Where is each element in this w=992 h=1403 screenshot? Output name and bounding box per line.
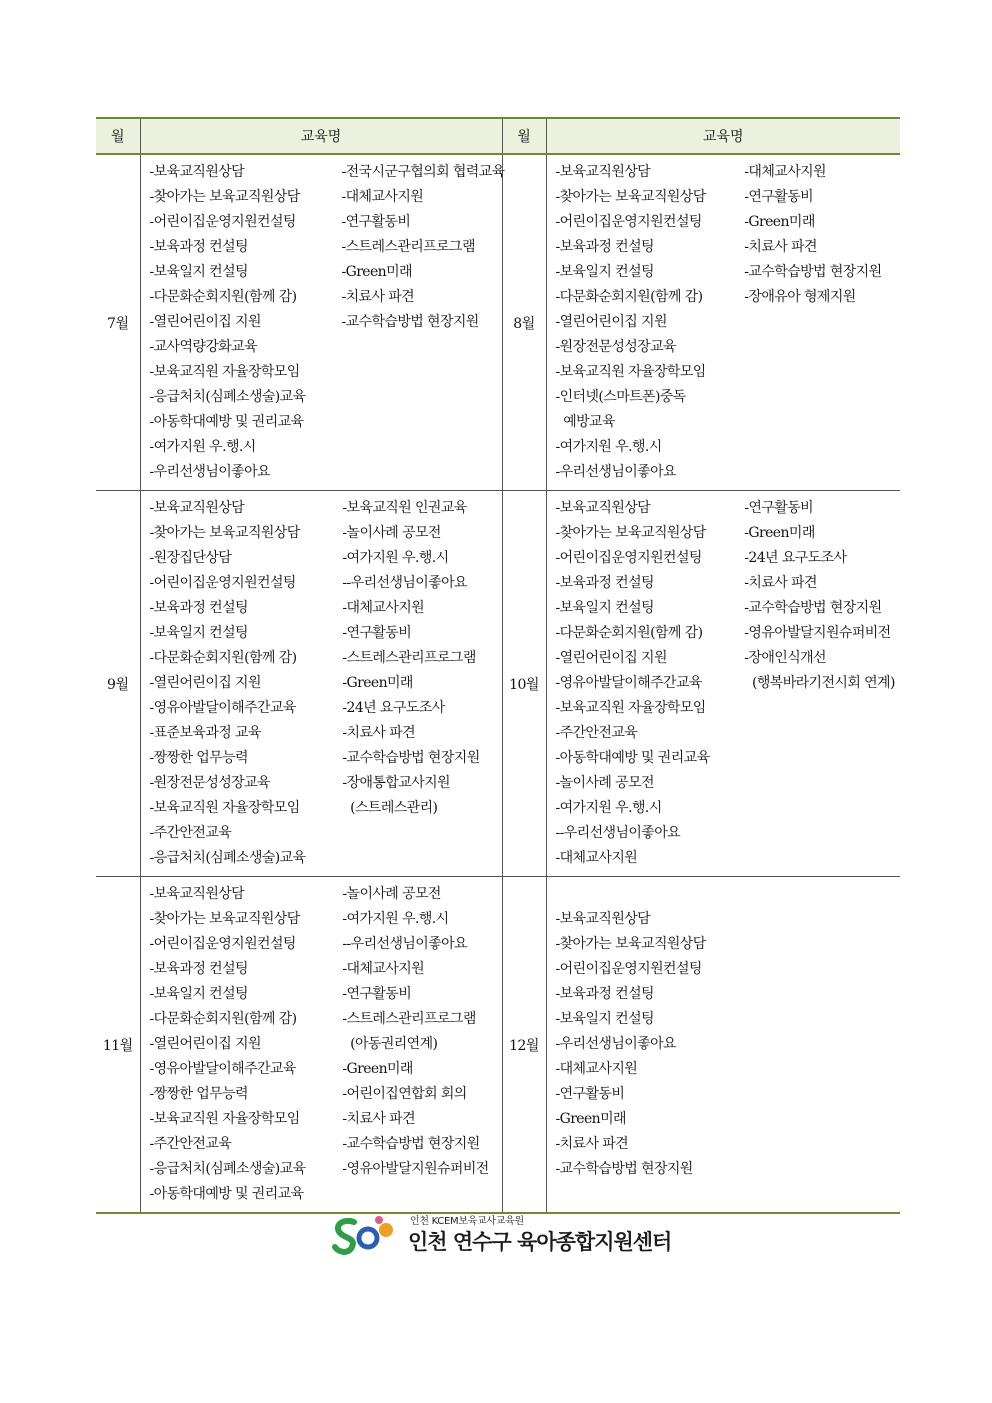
list-item: -어린이집운영지원컨설팅: [555, 214, 702, 230]
list-item: -교수학습방법 현장지원: [342, 1136, 480, 1152]
list-item: -보육과정 컨설팅: [555, 986, 654, 1002]
list-item: -보육교직원 자율장학모임: [555, 364, 706, 380]
list-item: -보육교직원상담: [555, 500, 651, 516]
list-item: -보육교직원 자율장학모임: [149, 1111, 300, 1127]
list-item: -보육교직원 자율장학모임: [149, 800, 300, 816]
logo-subtitle: 인천 KCEM보육교사교육원: [410, 1216, 524, 1227]
header-month-2: 월: [502, 118, 546, 154]
list-item: -찾아가는 보육교직원상담: [149, 911, 300, 927]
list-item: -어린이집운영지원컨설팅: [149, 936, 296, 952]
education-items: [141, 155, 505, 490]
list-item: -보육교직원 자율장학모임: [149, 364, 300, 380]
list-item: -스트레스관리프로그램: [342, 650, 476, 666]
list-item: -Green미래: [555, 1111, 626, 1127]
list-item: -연구활동비: [341, 214, 411, 230]
education-list: [342, 882, 501, 1207]
list-item: -대체교사지원: [744, 164, 826, 180]
list-item: -우리선생님이좋아요: [555, 1036, 676, 1052]
education-schedule-table: [96, 117, 900, 1214]
list-item: -찾아가는 보육교직원상담: [555, 525, 706, 541]
list-item: -어린이집운영지원컨설팅: [149, 575, 296, 591]
list-item: -보육일지 컨설팅: [555, 1011, 654, 1027]
list-item: -주간안전교육: [555, 725, 638, 741]
list-item: -보육교직원상담: [555, 164, 651, 180]
list-item: -찾아가는 보육교직원상담: [149, 525, 300, 541]
list-item: -장애통합교사지원: [342, 775, 450, 791]
list-item: -여가지원 우.행.시: [342, 911, 449, 927]
list-item: 예방교육: [555, 414, 615, 430]
logo-title: 인천 연수구 육아종합지원센터: [408, 1230, 672, 1254]
list-item: -24년 요구도조사: [342, 700, 445, 716]
education-items: [547, 155, 901, 490]
list-item: -어린이집운영지원컨설팅: [149, 214, 296, 230]
list-item: -응급처치(심폐소생술)교육: [149, 850, 306, 866]
list-item: -찾아가는 보육교직원상담: [149, 189, 300, 205]
list-item: -열린어린이집 지원: [555, 650, 667, 666]
list-item: -찾아가는 보육교직원상담: [555, 936, 706, 952]
list-item: -다문화순회지원(함께 감): [149, 289, 297, 305]
month-cell: 11월: [96, 877, 140, 1214]
list-item: -장애유아 형제지원: [744, 289, 856, 305]
list-item: -대체교사지원: [342, 961, 425, 977]
list-item: -Green미래: [744, 214, 815, 230]
list-item: -대체교사지원: [341, 189, 424, 205]
list-item: -원장집단상담: [149, 550, 232, 566]
list-item: -보육과정 컨설팅: [149, 600, 248, 616]
list-item: -Green미래: [744, 525, 815, 541]
list-item: -보육교직원 자율장학모임: [555, 700, 706, 716]
education-cell: [546, 491, 900, 877]
center-logo: [332, 1212, 672, 1262]
list-item: -아동학대예방 및 권리교육: [149, 414, 304, 430]
list-item: -원장전문성성장교육: [149, 775, 270, 791]
list-item: -영유아발달이해주간교육: [149, 700, 296, 716]
list-item: -다문화순회지원(함께 감): [555, 289, 703, 305]
logo-mark-icon: [332, 1214, 396, 1258]
list-item: -짱짱한 업무능력: [149, 750, 248, 766]
education-cell: [140, 154, 505, 491]
list-item: -어린이집운영지원컨설팅: [555, 961, 702, 977]
list-item: -보육과정 컨설팅: [149, 239, 248, 255]
list-item: -어린이집운영지원컨설팅: [555, 550, 702, 566]
list-item: -원장전문성성장교육: [555, 339, 676, 355]
list-item: -보육일지 컨설팅: [555, 600, 654, 616]
schedule-row: [96, 154, 900, 491]
list-item: -치료사 파견: [342, 725, 416, 741]
list-item: --우리선생님이좋아요: [342, 936, 467, 952]
list-item: -우리선생님이좋아요: [149, 464, 270, 480]
header-month: 월: [96, 118, 140, 154]
list-item: -보육교직원상담: [149, 500, 245, 516]
education-cell: [140, 877, 502, 1214]
list-item: -우리선생님이좋아요: [555, 464, 676, 480]
list-item: -연구활동비: [744, 500, 814, 516]
list-item: -24년 요구도조사: [744, 550, 847, 566]
education-list: [341, 160, 505, 485]
list-item: -보육교직원상담: [149, 886, 245, 902]
list-item: -영유아발달지원슈퍼비전: [744, 625, 891, 641]
list-item: -열린어린이집 지원: [555, 314, 667, 330]
list-item: -보육과정 컨설팅: [149, 961, 248, 977]
list-item: -보육교직원 인권교육: [342, 500, 467, 516]
list-item: -주간안전교육: [149, 825, 232, 841]
list-item: -아동학대예방 및 권리교육: [149, 1186, 304, 1202]
list-item: -교수학습방법 현장지원: [342, 750, 480, 766]
list-item: -놀이사례 공모전: [555, 775, 654, 791]
list-item: -장애인식개선: [744, 650, 826, 666]
education-cell: [546, 154, 900, 491]
list-item: -인터넷(스마트폰)중독: [555, 389, 686, 405]
list-item: -놀이사례 공모전: [342, 886, 441, 902]
list-item: -열린어린이집 지원: [149, 1036, 261, 1052]
education-list: [342, 496, 501, 871]
list-item: -아동학대예방 및 권리교육: [555, 750, 710, 766]
education-list: [150, 882, 343, 1207]
education-list: [744, 496, 900, 871]
list-item: -보육일지 컨설팅: [149, 986, 248, 1002]
list-item: -스트레스관리프로그램: [342, 1011, 476, 1027]
list-item: (아동권리연계): [342, 1036, 438, 1052]
table-header-row: [96, 118, 900, 154]
list-item: -보육과정 컨설팅: [555, 575, 654, 591]
list-item: -치료사 파견: [341, 289, 415, 305]
list-item: -보육일지 컨설팅: [149, 625, 248, 641]
list-item: -보육일지 컨설팅: [149, 264, 248, 280]
list-item: -응급처치(심폐소생술)교육: [149, 389, 306, 405]
education-list: [556, 496, 745, 871]
list-item: (스트레스관리): [342, 800, 438, 816]
list-item: -교수학습방법 현장지원: [744, 264, 882, 280]
education-list: [150, 160, 342, 485]
month-cell: 7월: [96, 154, 140, 491]
list-item: -연구활동비: [342, 986, 412, 1002]
list-item: -짱짱한 업무능력: [149, 1086, 248, 1102]
month-cell: 12월: [502, 877, 546, 1214]
education-items: [141, 877, 502, 1212]
list-item: -주간안전교육: [149, 1136, 232, 1152]
list-item: --우리선생님이좋아요: [555, 825, 681, 841]
month-cell: 9월: [96, 491, 140, 877]
education-list: [744, 160, 900, 485]
education-cell: [546, 877, 900, 1214]
list-item: -연구활동비: [555, 1086, 625, 1102]
schedule-row: [96, 491, 900, 877]
list-item: -치료사 파견: [555, 1136, 629, 1152]
list-item: -보육교직원상담: [149, 164, 245, 180]
education-list: [556, 907, 896, 1182]
list-item: -교수학습방법 현장지원: [555, 1161, 693, 1177]
list-item: -다문화순회지원(함께 감): [555, 625, 703, 641]
list-item: -대체교사지원: [555, 850, 638, 866]
list-item: -연구활동비: [342, 625, 412, 641]
list-item: -다문화순회지원(함께 감): [149, 650, 297, 666]
list-item: -교사역량강화교육: [149, 339, 258, 355]
education-items: [547, 902, 901, 1187]
list-item: -Green미래: [341, 264, 412, 280]
list-item: -스트레스관리프로그램: [341, 239, 475, 255]
month-cell: 10월: [502, 491, 546, 877]
list-item: -Green미래: [342, 675, 413, 691]
list-item: -찾아가는 보육교직원상담: [555, 189, 706, 205]
list-item: (행복바라기전시회 연계): [744, 675, 895, 691]
list-item: -Green미래: [342, 1061, 413, 1077]
list-item: -놀이사례 공모전: [342, 525, 441, 541]
list-item: -여가지원 우.행.시: [555, 439, 662, 455]
month-cell: 8월: [502, 154, 546, 491]
list-item: -열린어린이집 지원: [149, 314, 261, 330]
list-item: -치료사 파견: [744, 575, 817, 591]
list-item: -응급처치(심폐소생술)교육: [149, 1161, 306, 1177]
list-item: -보육교직원상담: [555, 911, 651, 927]
list-item: -치료사 파견: [744, 239, 817, 255]
education-list: [150, 496, 343, 871]
header-edu-2: 교육명: [546, 118, 900, 154]
list-item: -표준보육과정 교육: [149, 725, 261, 741]
list-item: -대체교사지원: [342, 600, 425, 616]
education-items: [547, 491, 901, 876]
list-item: -다문화순회지원(함께 감): [149, 1011, 297, 1027]
list-item: -교수학습방법 현장지원: [744, 600, 882, 616]
list-item: -열린어린이집 지원: [149, 675, 261, 691]
list-item: -보육일지 컨설팅: [555, 264, 654, 280]
list-item: -전국시군구협의회 협력교육: [341, 164, 505, 180]
list-item: -영유아발달이해주간교육: [149, 1061, 296, 1077]
list-item: -연구활동비: [744, 189, 814, 205]
list-item: -어린이집연합회 회의: [342, 1086, 467, 1102]
list-item: -교수학습방법 현장지원: [341, 314, 479, 330]
list-item: --우리선생님이좋아요: [342, 575, 467, 591]
list-item: -여가지원 우.행.시: [342, 550, 449, 566]
education-cell: [140, 491, 502, 877]
education-list: [556, 160, 745, 485]
list-item: -영유아발달이해주간교육: [555, 675, 702, 691]
list-item: -영유아발달지원슈퍼비전: [342, 1161, 489, 1177]
education-items: [141, 491, 502, 876]
list-item: -치료사 파견: [342, 1111, 416, 1127]
list-item: -보육과정 컨설팅: [555, 239, 654, 255]
header-edu: 교육명: [140, 118, 502, 154]
schedule-row: [96, 877, 900, 1214]
list-item: -여가지원 우.행.시: [555, 800, 662, 816]
list-item: -여가지원 우.행.시: [149, 439, 256, 455]
list-item: -대체교사지원: [555, 1061, 638, 1077]
